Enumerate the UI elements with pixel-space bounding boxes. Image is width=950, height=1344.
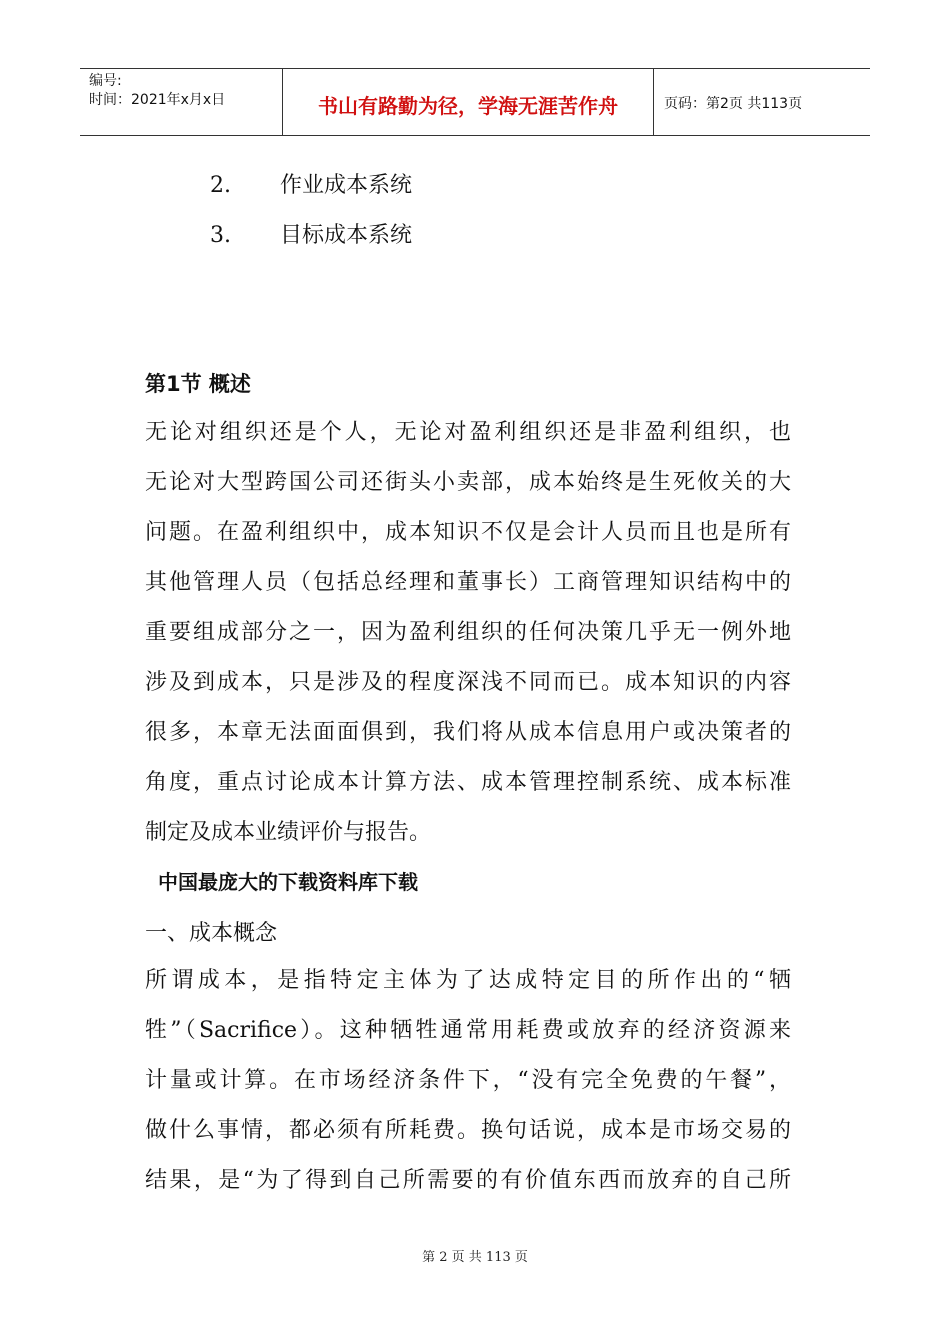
paragraph-line: 所谓成本，是指特定主体为了达成特定目的所作出的“牺: [145, 968, 791, 993]
paragraph-line: 做什么事情，都必须有所耗费。换句话说，成本是市场交易的: [145, 1118, 791, 1143]
page-header: [80, 68, 870, 136]
document-time-label: 时间：2021年x月x日: [89, 92, 226, 108]
list-item-number: 2.: [210, 173, 231, 198]
subheading-cost-concept: 一、成本概念: [145, 921, 278, 946]
list-item-text: 目标成本系统: [280, 223, 413, 248]
list-item-text: 作业成本系统: [280, 173, 413, 198]
paragraph-line: 计量或计算。在市场经济条件下，“没有完全免费的午餐”，: [145, 1068, 791, 1093]
list-item-number: 3.: [210, 223, 231, 248]
page-footer: 第 2 页 共 113 页: [422, 1250, 528, 1265]
section-title: 第1节 概述: [145, 372, 251, 396]
paragraph-line: 涉及到成本，只是涉及的程度深浅不同而已。成本知识的内容: [145, 670, 791, 695]
download-link-text: 中国最庞大的下载资料库下载: [158, 870, 418, 894]
paragraph-line: 牲”（Sacrifice）。这种牺牲通常用耗费或放弃的经济资源来: [145, 1018, 791, 1043]
paragraph-line: 制定及成本业绩评价与报告。: [145, 820, 432, 845]
paragraph-line: 问题。在盈利组织中，成本知识不仅是会计人员而且也是所有: [145, 520, 791, 545]
list-item: [210, 168, 412, 199]
paragraph-line: 很多，本章无法面面俱到，我们将从成本信息用户或决策者的: [145, 720, 791, 745]
document-number-label: 编号:: [89, 73, 122, 89]
paragraph-line: 结果，是“为了得到自己所需要的有价值东西而放弃的自己所: [145, 1168, 791, 1193]
header-page-info: 页码：第2页 共113页: [664, 96, 803, 112]
list-item: [210, 218, 412, 249]
paragraph-line: 无论对组织还是个人，无论对盈利组织还是非盈利组织，也: [145, 420, 791, 445]
paragraph-line: 无论对大型跨国公司还街头小卖部，成本始终是生死攸关的大: [145, 470, 791, 495]
paragraph-line: 其他管理人员（包括总经理和董事长）工商管理知识结构中的: [145, 570, 791, 595]
header-motto: 书山有路勤为径，学海无涯苦作舟: [282, 69, 654, 135]
paragraph-line: 重要组成部分之一，因为盈利组织的任何决策几乎无一例外地: [145, 620, 791, 645]
paragraph-line: 角度，重点讨论成本计算方法、成本管理控制系统、成本标准: [145, 770, 791, 795]
header-meta: [80, 69, 282, 135]
